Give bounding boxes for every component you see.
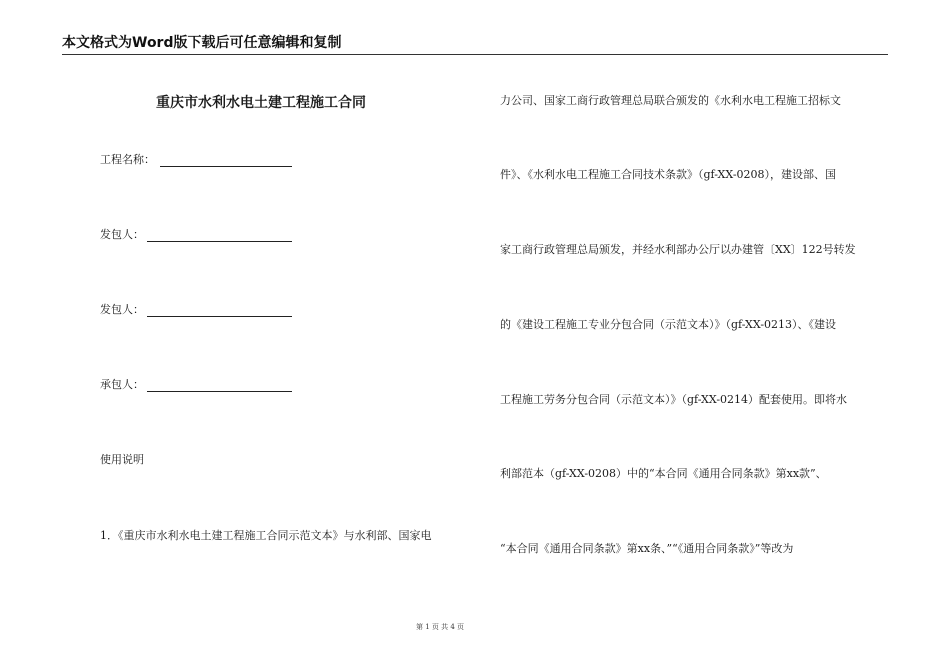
field-employer-2 <box>100 303 144 317</box>
header-title: 本文格式为Word版下载后可任意编辑和复制 <box>62 35 342 51</box>
field-contractor <box>100 378 144 392</box>
document-title: 重庆市水利水电土建工程施工合同 <box>156 95 366 111</box>
paragraph-line: 1．《重庆市水利水电土建工程施工合同示范文本》与水利部、国家电 <box>100 529 432 542</box>
paragraph-line: 家工商行政管理总局颁发，并经水利部办公厅以办建管〔XX〕122号转发 <box>500 243 856 256</box>
field-label: 发包人： <box>100 228 144 241</box>
paragraph-line: 的《建设工程施工专业分包合同（示范文本）》（gf-XX-0213）、《建设 <box>500 318 837 331</box>
field-project-name <box>100 153 155 167</box>
paragraph-line: 工程施工劳务分包合同（示范文本）》（gf-XX-0214）配套使用。即将水 <box>500 393 848 406</box>
paragraph-line: 力公司、国家工商行政管理总局联合颁发的《水利水电工程施工招标文 <box>500 94 841 107</box>
left-column <box>100 0 480 600</box>
usage-heading: 使用说明 <box>100 453 144 466</box>
field-label: 发包人： <box>100 303 144 316</box>
field-employer <box>100 228 144 242</box>
field-label: 承包人： <box>100 378 144 391</box>
paragraph-line: 利部范本（gf-XX-0208）中的“本合同《通用合同条款》第xx款”、 <box>500 467 827 480</box>
field-label: 工程名称： <box>100 153 155 166</box>
field-blank-line[interactable] <box>160 166 292 167</box>
field-blank-line[interactable] <box>147 316 292 317</box>
field-blank-line[interactable] <box>147 241 292 242</box>
page-number: 第 1 页 共 4 页 <box>415 623 465 631</box>
paragraph-line: 件》、《水利水电工程施工合同技术条款》（gf-XX-0208），建设部、国 <box>500 168 837 181</box>
field-blank-line[interactable] <box>147 391 292 392</box>
paragraph-line: “本合同《通用合同条款》第xx条、”“《通用合同条款》”等改为 <box>500 542 794 555</box>
